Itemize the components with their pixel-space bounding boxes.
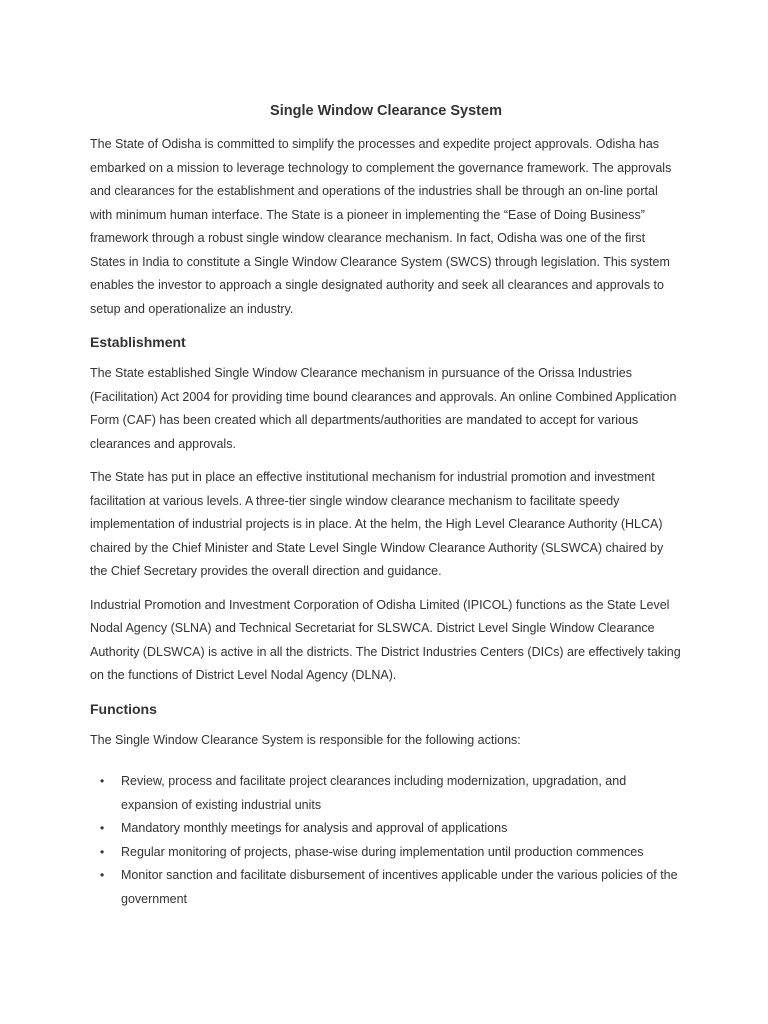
functions-heading: Functions <box>90 700 157 717</box>
establishment-heading: Establishment <box>90 334 186 350</box>
bullet-icon: • <box>100 868 105 882</box>
functions-intro: The Single Window Clearance System is responsible for the following actions: <box>90 732 521 747</box>
list-item <box>90 864 682 911</box>
document-title: Single Window Clearance System <box>270 103 502 119</box>
list-item-text: Monitor sanction and facilitate disbursement of incentives applicable under the various policies of the government <box>121 868 678 906</box>
bullet-icon: • <box>100 821 105 835</box>
establishment-paragraph-3: Industrial Promotion and Investment Corporation of Odisha Limited (IPICOL) functions as the State Level Nodal Agency (SLNA) and Technical Secretariat for SLSWCA. District Level Single Window Clearance Authority (DLSWCA) is active in all the districts. The District Industries Centers (DICs) are effectively taking on the functions of District Level Nodal Agency (DLNA). <box>90 597 681 682</box>
list-item <box>90 770 682 817</box>
list-item-text: Mandatory monthly meetings for analysis and approval of applications <box>121 821 508 835</box>
document-page <box>90 100 682 911</box>
list-item <box>90 817 682 841</box>
establishment-paragraph-1: The State established Single Window Clearance mechanism in pursuance of the Orissa Industries (Facilitation) Act 2004 for providing time bound clearances and approvals. An online Combined Application Form (CAF) has been created which all departments/authorities are mandated to accept for various clearances and approvals. <box>90 366 677 451</box>
bullet-icon: • <box>100 774 105 788</box>
list-item-text: Review, process and facilitate project clearances including modernization, upgradation, and expansion of existing industrial units <box>121 774 627 812</box>
list-item <box>90 841 682 865</box>
list-item-text: Regular monitoring of projects, phase-wise during implementation until production commences <box>121 844 644 859</box>
functions-list <box>90 770 682 911</box>
establishment-paragraph-2: The State has put in place an effective institutional mechanism for industrial promotion and investment facilitation at various levels. A three-tier single window clearance mechanism to facilitate speedy implementation of industrial projects is in place. At the helm, the High Level Clearance Authority (HLCA) chaired by the Chief Minister and State Level Single Window Clearance Authority (SLSWCA) chaired by the Chief Secretary provides the overall direction and guidance. <box>90 470 664 578</box>
intro-paragraph: The State of Odisha is committed to simplify the processes and expedite project approvals. Odisha has embarked on a mission to leverage technology to complement the governance framework. The approvals and clearances for the establishment and operations of the industries shall be through an on-line portal with minimum human interface. The State is a pioneer in implementing the “Ease of Doing Business” framework through a robust single window clearance mechanism. In fact, Odisha was one of the first States in India to constitute a Single Window Clearance System (SWCS) through legislation. This system enables the investor to approach a single designated authority and seek all clearances and approvals to setup and operationalize an industry. <box>90 137 672 316</box>
bullet-icon: • <box>100 844 105 859</box>
